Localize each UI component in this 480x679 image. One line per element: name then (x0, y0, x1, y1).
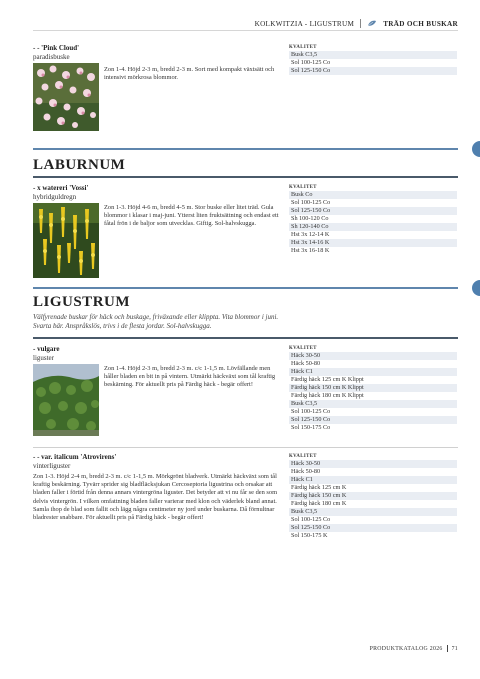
quality-row: Häck 30-50 (289, 460, 457, 468)
quality-header: KVALITET (289, 45, 317, 50)
header-category: TRÄD OCH BUSKAR (383, 19, 458, 28)
plant-title-vossi: - x watereri 'Vossi' (33, 184, 89, 192)
desc-atrovirens: Zon 1-3. Höjd 2-4 m, bredd 2-3 m. c/c 1-1,5 m. Mörkgrönt bladverk. Utmärkt häckväxt som tål kraftig beskärning. Tyvärr sprider sig bladfläcksjukan Cercoseptoria ligustrina och orsakar att bladen faller i förtid från denna annars vintergröna liguster. Det betyder att vi nu får se den som delvis vintergrön. I vilken omfattning bladen faller varierar med klon och väderlek bland annat. Samla ihop de blad som fallit och lägg några centimeter ny jord under buskarna. Då förnultnar bladrester snabbare. För aktuellt pris på Färdig häck - begär offert! (33, 473, 278, 522)
section-title-rule (33, 176, 458, 178)
quality-row: Sh 120-140 Co (289, 223, 457, 231)
quality-row: Häck 50-80 (291, 468, 321, 475)
entry-divider (33, 447, 458, 448)
quality-row: Sol 125-150 Co (289, 67, 457, 75)
quality-row: Sol 100-125 Co (291, 199, 331, 206)
quality-row: Häck 30-50 (289, 352, 457, 360)
desc-pink-cloud: Zon 1-4. Höjd 2-3 m, bredd 2-3 m. Sort med kompakt växtsätt och intensivt mörkrosa blommor. (104, 66, 275, 82)
plant-subtitle-atrovirens: vinterliguster (33, 462, 71, 470)
quality-row: Sol 125-150 Co (289, 207, 457, 215)
quality-row: Hst 3x 14-16 K (289, 239, 457, 247)
plant-title-vulgare: - vulgare (33, 345, 60, 353)
plant-subtitle-vulgare: liguster (33, 354, 54, 362)
desc-vossi: Zon 1-3. Höjd 4-6 m, bredd 4-5 m. Stor buske eller litet träd. Gula blommor i klasar i maj-juni. Ytterst liten fruktsättning och endast ett fåtal frön i de baljor som utvecklas. Giftig. Sol-halvskugga. (104, 204, 279, 228)
quality-row: Hst 3x 12-14 K (291, 231, 330, 238)
leaf-icon (367, 20, 377, 27)
quality-table-vossi (289, 184, 457, 255)
quality-row: Färdig häck 125 cm K (291, 484, 347, 491)
section-title-laburnum: LABURNUM (33, 157, 126, 173)
section-title-ligustrum: LIGUSTRUM (33, 294, 131, 310)
quality-row: Sol 100-125 Co (291, 516, 331, 523)
plant-title-pink-cloud: - - 'Pink Cloud' (33, 44, 80, 52)
photo-pink-cloud (33, 63, 99, 131)
footer-divider (447, 645, 448, 652)
quality-header: KVALITET (289, 185, 317, 190)
quality-row: Sol 150-175 K (291, 532, 328, 539)
page-footer (370, 645, 458, 652)
quality-row: Sol 125-150 Co (289, 524, 457, 532)
footer-catalog: PRODUKTKATALOG 2026 (369, 645, 443, 652)
header-rule (33, 30, 458, 31)
section-title-rule (33, 337, 458, 339)
quality-row: Busk C3,5 (289, 400, 457, 408)
section-tab (472, 280, 480, 296)
quality-row: Sol 100-125 Co (291, 408, 331, 415)
plant-subtitle-pink-cloud: paradisbuske (33, 53, 70, 61)
quality-row: Sol 150-175 Co (291, 424, 331, 431)
quality-row: Häck 50-80 (291, 360, 321, 367)
quality-row: Sol 125-150 Co (289, 416, 457, 424)
quality-header: KVALITET (289, 454, 317, 459)
quality-table-pink-cloud (289, 44, 457, 75)
desc-vulgare: Zon 1-4. Höjd 2-3 m, bredd 2-3 m. c/c 1-1,5 m. Lövfällande men håller bladen en bit in på vintern. Utmärkt häckväxt som tål kraftig beskärning. För aktuellt pris på Färdig häck - begär offert! (104, 365, 276, 389)
quality-row: Busk C3,5 (289, 51, 457, 59)
quality-table-atrovirens (289, 453, 457, 540)
plant-title-atrovirens: - - var. italicum 'Atrovirens' (33, 453, 117, 461)
photo-vulgare (33, 364, 99, 436)
quality-row: Sh 100-120 Co (291, 215, 329, 222)
quality-row: Sol 100-125 Co (291, 59, 331, 66)
page-number: 71 (451, 645, 458, 652)
plant-subtitle-vossi: hybridguldregn (33, 193, 77, 201)
quality-row: Färdig häck 150 cm K Klippt (289, 384, 457, 392)
photo-vossi (33, 203, 99, 278)
quality-header: KVALITET (289, 346, 317, 351)
quality-row: Busk Co (289, 191, 457, 199)
quality-row: Färdig häck 180 cm K (291, 500, 347, 507)
quality-row: Busk C3,5 (289, 508, 457, 516)
section-tab (472, 141, 480, 157)
quality-row: Hst 3x 16-18 K (291, 247, 330, 254)
header-section: KOLKWITZIA - LIGUSTRUM (254, 19, 355, 28)
section-rule (33, 148, 458, 150)
quality-row: Färdig häck 180 cm K Klippt (291, 392, 364, 399)
quality-row: Färdig häck 125 cm K Klippt (291, 376, 364, 383)
page-header (255, 19, 458, 28)
quality-table-vulgare (289, 345, 457, 432)
quality-row: Häck C1 (289, 476, 457, 484)
header-divider (360, 19, 361, 28)
section-rule (33, 287, 458, 289)
quality-row: Häck C1 (289, 368, 457, 376)
quality-row: Färdig häck 150 cm K (289, 492, 457, 500)
section-intro-ligustrum: Välfyrenade buskar för häck och buskage, friväxande eller klippta. Vita blommor i juni. Svarta bär. Anspråkslös, trivs i de flesta jordar. Sol-halvskugga. (33, 313, 279, 330)
